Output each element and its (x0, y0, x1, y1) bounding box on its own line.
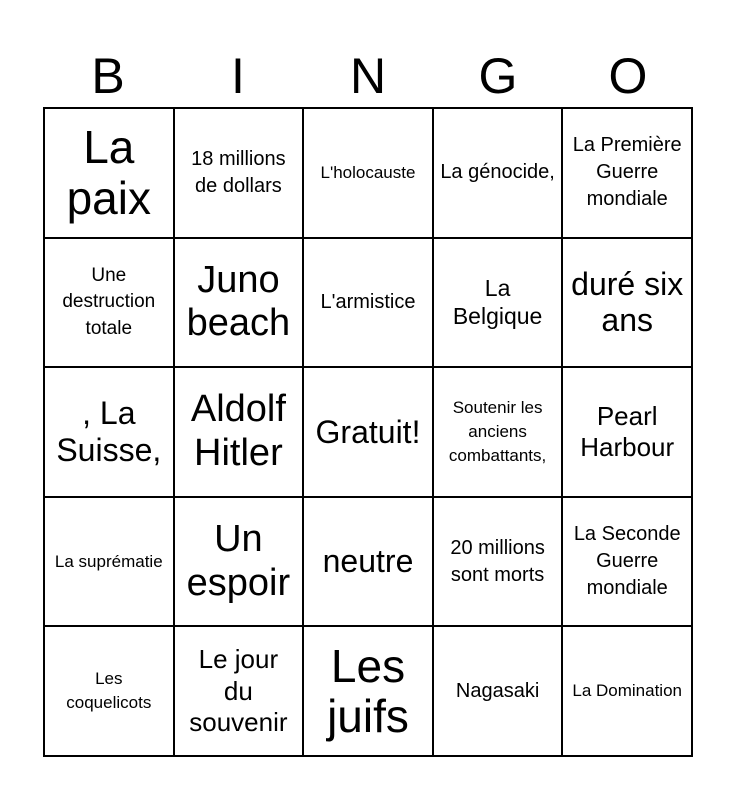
bingo-cell[interactable]: Le jour du souvenir (174, 626, 304, 756)
bingo-cell[interactable]: La Première Guerre mondiale (562, 108, 692, 238)
header-letter-n: N (349, 48, 387, 104)
bingo-cell[interactable]: La Domination (562, 626, 692, 756)
bingo-cell[interactable]: Aldolf Hitler (174, 367, 304, 497)
bingo-cell[interactable]: La Seconde Guerre mondiale (562, 497, 692, 627)
bingo-cell[interactable]: La suprématie (44, 497, 174, 627)
header-letter-o: O (608, 48, 648, 104)
bingo-cell[interactable]: L'armistice (303, 238, 433, 368)
bingo-cell[interactable]: Les juifs (303, 626, 433, 756)
bingo-cell[interactable]: 18 millions de dollars (174, 108, 304, 238)
bingo-cell[interactable]: neutre (303, 497, 433, 627)
bingo-cell[interactable]: Pearl Harbour (562, 367, 692, 497)
bingo-header (43, 46, 693, 106)
bingo-cell[interactable]: La paix (44, 108, 174, 238)
header-letter-b: B (91, 48, 125, 104)
bingo-cell[interactable]: Gratuit! (303, 367, 433, 497)
bingo-board (43, 107, 693, 757)
header-letter-i: I (231, 48, 245, 104)
bingo-cell[interactable]: Les coquelicots (44, 626, 174, 756)
header-letter-g: G (478, 48, 518, 104)
bingo-cell[interactable]: Juno beach (174, 238, 304, 368)
bingo-cell[interactable]: Une destruction totale (44, 238, 174, 368)
bingo-cell[interactable]: La Belgique (433, 238, 563, 368)
bingo-cell[interactable]: Un espoir (174, 497, 304, 627)
bingo-cell[interactable]: La génocide, (433, 108, 563, 238)
bingo-cell[interactable]: , La Suisse, (44, 367, 174, 497)
bingo-cell[interactable]: Soutenir les anciens combattants, (433, 367, 563, 497)
bingo-cell[interactable]: duré six ans (562, 238, 692, 368)
bingo-cell[interactable]: Nagasaki (433, 626, 563, 756)
bingo-cell[interactable]: 20 millions sont morts (433, 497, 563, 627)
bingo-cell[interactable]: L'holocauste (303, 108, 433, 238)
